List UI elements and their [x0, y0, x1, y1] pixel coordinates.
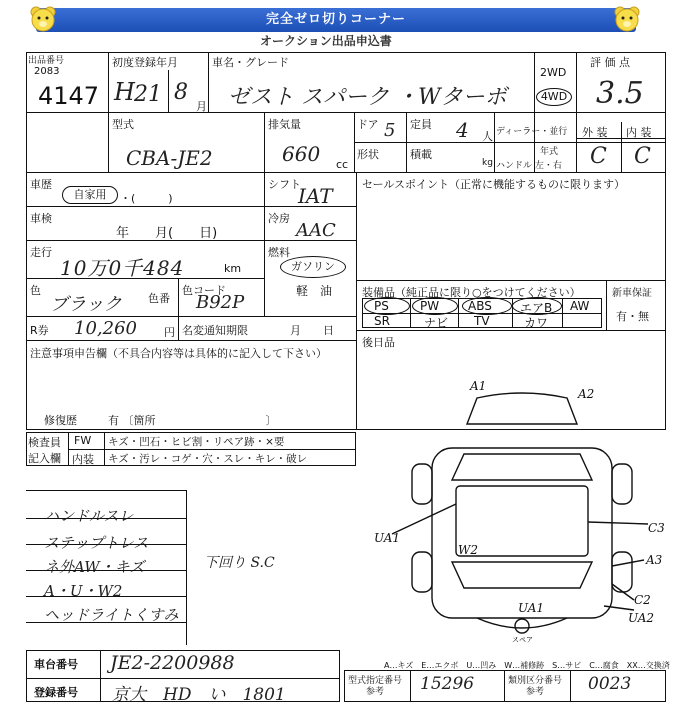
notice-label: 注意事項申告欄（不具合内容等は具体的に記入して下さい） — [30, 347, 327, 360]
equip-navi: ナビ — [424, 316, 449, 330]
equip-ps: PS — [374, 299, 389, 313]
ps-circle-mark — [364, 297, 410, 315]
lot-small: 2083 — [34, 66, 60, 77]
recycle-label: R券 — [30, 324, 49, 337]
fw-items: キズ・凹石・ヒビ割・リペア跡・×要 — [108, 436, 285, 448]
damage-mark-c2: C2 — [634, 593, 651, 607]
history-paren: ・( ) — [120, 192, 173, 205]
type-number-value: 15296 — [420, 674, 475, 694]
exterior-label: 外 装 — [582, 126, 608, 139]
color-label: 色 — [30, 284, 41, 297]
door-label: ドア — [357, 118, 379, 131]
ref-label: 参考 — [526, 687, 545, 697]
damage-mark-a3: A3 — [646, 553, 663, 567]
equip-airbag: エアB — [520, 301, 553, 315]
shape-label: 形状 — [357, 148, 379, 161]
era-value: H — [114, 78, 135, 106]
cc-label: 排気量 — [268, 118, 301, 131]
name-value: ゼスト スパーク ・Wターボ — [228, 85, 507, 110]
model-value: CBA-JE2 — [126, 146, 213, 170]
banner-title: 完全ゼロ切りコーナー — [265, 12, 406, 27]
load-label: 積載 — [410, 148, 432, 161]
mileage-label: 走行 — [30, 246, 52, 259]
after-items-label: 後日品 — [362, 336, 395, 349]
drive-4wd-circled: 4WD — [536, 88, 572, 106]
damage-mark-ua2: UA2 — [628, 611, 655, 625]
class-number-label: 類別区分番号 — [508, 676, 563, 686]
interior-items: キズ・汚レ・コゲ・穴・スレ・キレ・破レ — [108, 453, 308, 465]
cc-value: 660 — [282, 142, 321, 166]
new-warranty-value: 有・無 — [616, 310, 649, 323]
dealer-label: ディーラー・並行 — [496, 127, 568, 137]
recycle-value: 10,260 — [74, 318, 137, 339]
name-label: 車名・グレード — [212, 56, 289, 69]
color-no-label: 色番 — [148, 292, 170, 305]
equip-pw: PW — [420, 299, 440, 313]
lot-number: 4147 — [38, 82, 100, 110]
chassis-label: 車台番号 — [34, 658, 78, 671]
equip-abs: ABS — [468, 299, 492, 313]
recycle-unit: 円 — [164, 326, 175, 339]
interior-inspect-label: 内装 — [72, 453, 94, 466]
ac-value: AAC — [296, 220, 336, 241]
score-label: 評 価 点 — [590, 56, 630, 69]
shift-value: IAT — [298, 184, 333, 208]
score-value: 3.5 — [596, 76, 644, 111]
note-line: A・U・W2 — [44, 582, 123, 600]
damage-legend: A…キズ E…エクボ U…凹み W…補修跡 S…サビ C…腐食 XX…交換済 — [384, 661, 670, 670]
new-warranty-label: 新車保証 — [612, 288, 652, 299]
year-value: 21 — [134, 82, 162, 107]
shaken-value: 年 月( 日) — [116, 226, 218, 241]
equipment-label: 装備品（純正品に限り○をつけてください） — [362, 286, 581, 299]
private-use-circled: 自家用 — [62, 186, 118, 204]
ac-label: 冷房 — [268, 212, 290, 225]
entry-label: 記入欄 — [28, 452, 61, 465]
equip-leather: カワ — [524, 316, 549, 330]
fuel-alt: 軽 油 — [296, 284, 333, 298]
year-label: 年式 — [540, 147, 559, 157]
damage-mark-w2: W2 — [458, 543, 478, 557]
mileage-unit: km — [224, 262, 242, 275]
chassis-value: JE2-2200988 — [110, 652, 235, 674]
form-title-fragment: オークション出品申込書 — [260, 34, 392, 48]
drive-2wd: 2WD — [540, 66, 567, 79]
capacity-label: 定員 — [410, 118, 432, 131]
note-line: ネ外AW・キズ — [44, 558, 145, 576]
note-line: ハンドルスレ — [44, 507, 134, 525]
registration-label: 登録番号 — [34, 686, 78, 699]
mileage-value: 10万0千484 — [60, 256, 185, 280]
class-number-value: 0023 — [588, 674, 632, 694]
transfer-label: 名変通知期限 — [182, 324, 248, 337]
handle-label: ハンドル 左・右 — [496, 161, 562, 171]
bear-mascot-icon — [28, 4, 58, 34]
color-value: ブラック — [50, 294, 122, 315]
underside-note: 下回り S.C — [204, 555, 275, 571]
damage-mark-a1: A1 — [470, 379, 487, 393]
shop-label: 出品番号 — [28, 56, 65, 66]
cc-unit: cc — [336, 158, 349, 171]
sales-point-label: セールスポイント（正常に機能するものに限ります） — [362, 178, 626, 191]
first-reg-label: 初度登録年月 — [112, 56, 178, 69]
exterior-value: C — [590, 144, 607, 169]
door-value: 5 — [384, 120, 396, 141]
equip-tv: TV — [474, 314, 490, 328]
damage-mark-ua1-side: UA1 — [374, 531, 401, 545]
transfer-value: 月 日 — [290, 324, 334, 337]
abs-circle-mark — [462, 297, 512, 315]
airbag-circle-mark — [512, 297, 562, 315]
inspector-label: 検査員 — [28, 436, 61, 449]
spare-label: スペア — [512, 636, 533, 644]
equip-aw: AW — [570, 299, 590, 313]
fw-label: FW — [74, 434, 92, 447]
color-code-value: B92P — [196, 292, 245, 313]
car-damage-diagram — [372, 376, 672, 648]
type-number-label: 型式指定番号 — [348, 676, 403, 686]
damage-mark-ua1-rear: UA1 — [518, 601, 545, 615]
month-unit: 月 — [196, 100, 207, 113]
registration-value: 京大 HD い 1801 — [112, 685, 286, 705]
repair-label: 修復歴 — [44, 414, 77, 427]
color-code-label: 色コード — [182, 284, 226, 297]
model-label: 型式 — [112, 118, 134, 131]
kg-unit: kg — [482, 158, 493, 168]
shaken-label: 車検 — [30, 212, 52, 225]
equip-sr: SR — [374, 314, 390, 328]
damage-mark-c3: C3 — [648, 521, 665, 535]
shift-label: シフト — [268, 178, 301, 191]
pw-circle-mark — [412, 297, 458, 315]
interior-value: C — [634, 144, 651, 169]
bear-mascot-icon — [612, 4, 642, 34]
repair-value: 有 〔箇所 〕 — [108, 414, 277, 427]
month-value: 8 — [174, 80, 188, 105]
capacity-value: 4 — [456, 118, 469, 142]
fuel-value-circled: ガソリン — [280, 256, 346, 278]
capacity-unit: 人 — [482, 130, 493, 143]
damage-mark-a2: A2 — [578, 387, 595, 401]
fuel-label: 燃料 — [268, 246, 290, 259]
ref-label: 参考 — [366, 687, 385, 697]
history-label: 車歴 — [30, 178, 52, 191]
note-line: ヘッドライトくすみ — [44, 606, 179, 624]
banner — [36, 8, 636, 32]
note-line: ステップトレス — [44, 534, 149, 552]
interior-label: 内 装 — [626, 126, 652, 139]
